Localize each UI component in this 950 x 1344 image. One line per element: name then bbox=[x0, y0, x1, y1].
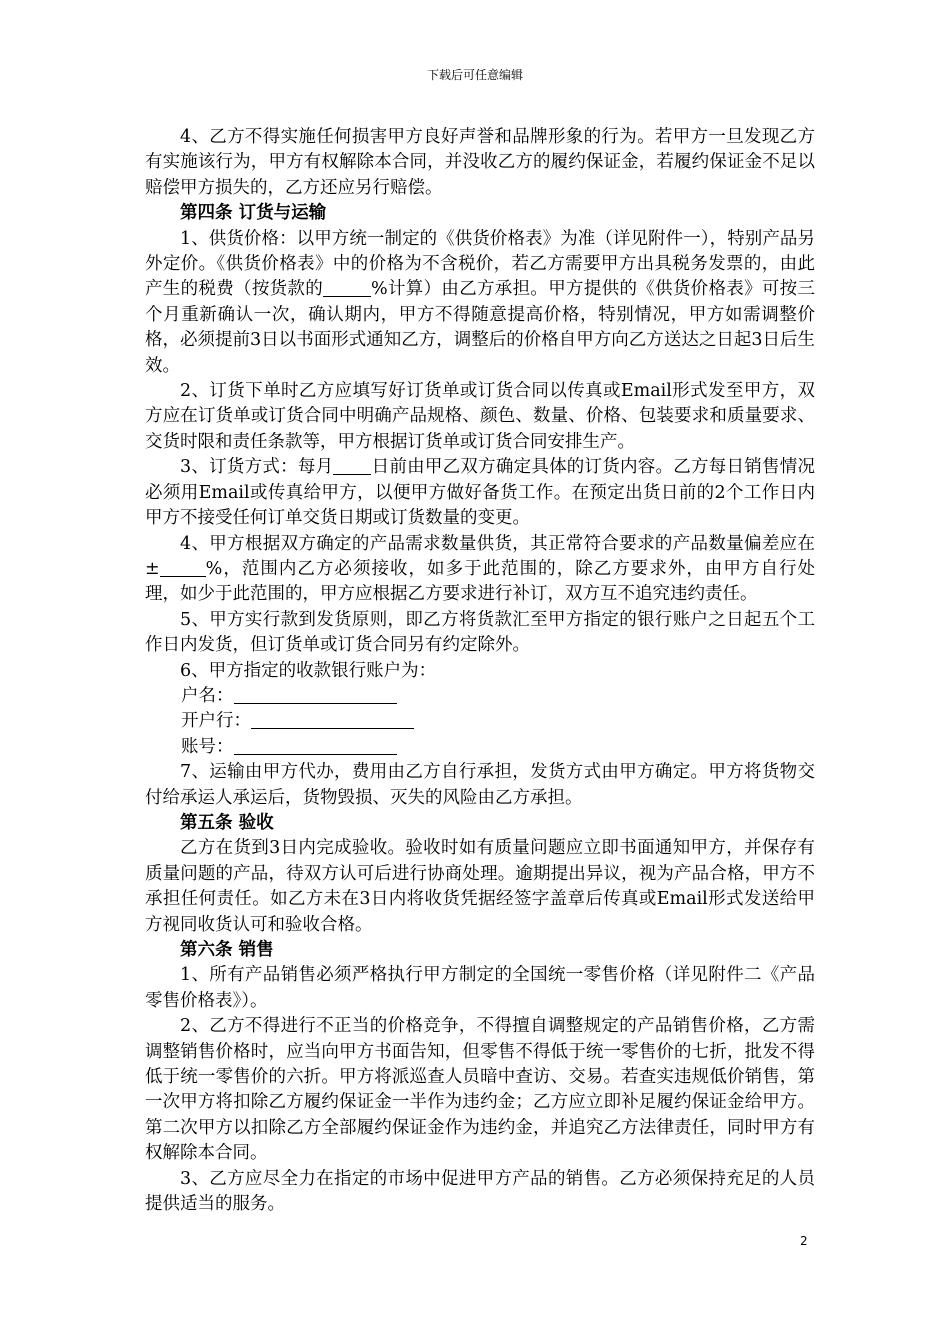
order-day-blank bbox=[333, 456, 371, 475]
bank-name-label: 开户行： bbox=[181, 711, 251, 732]
article-6-heading: 第六条 销售 bbox=[180, 940, 274, 960]
clause-4-item-5: 5、甲方实行款到发货原则，即乙方将货款汇至甲方指定的银行账户之日起五个工作日内发货，但订货单或订货合同另有约定除外。 bbox=[145, 609, 815, 656]
clause-6-item-3: 3、乙方应尽全力在指定的市场中促进甲方产品的销售。乙方必须保持充足的人员提供适当的服务。 bbox=[145, 1168, 815, 1215]
clause-4-item-3-text-a: 3、订货方式：每月 bbox=[180, 457, 334, 478]
article-4-heading: 第四条 订货与运输 bbox=[180, 203, 327, 224]
clause-4-item-1-text-a: 1、供货价格：以甲方统一制定的《供货价格表》为准（详见附件一），特别产品另外定价。《供货价格表》中的价格为不含税价，若乙方需要甲方出具税务发票的，由此产生的税费（按货款的 bbox=[145, 228, 815, 300]
tolerance-blank bbox=[160, 558, 206, 577]
clause-4-item-3 bbox=[145, 455, 815, 531]
clause-4-item-4-text-b: %，范围内乙方必须接收，如多于此范围的，除乙方要求外，由甲方自行处理，如少于此范围的，甲方应根据乙方要求进行补订，双方互不追究违约责任。 bbox=[145, 558, 815, 605]
clause-4-item-3-text-b: 日前由甲乙双方确定具体的订货内容。乙方每日销售情况必须用Email或传真给甲方，以便甲方做好备货工作。在预定出货日前的2个工作日内甲方不接受任何订单交货日期或订货数量的变更。 bbox=[145, 457, 816, 529]
page-header: 下载后可任意编辑 bbox=[426, 68, 523, 82]
clause-4-item-1-text-b: %计算）由乙方承担。甲方提供的《供货价格表》可按三个月重新确认一次，确认期内，甲方不得随意提高价格，特别情况，甲方如需调整价格，必须提前3日以书面形式通知乙方，调整后的价格自甲方向乙方送达之日起3日后生效。 bbox=[145, 279, 815, 376]
bank-name-blank bbox=[251, 710, 414, 729]
article-5-heading: 第五条 验收 bbox=[180, 812, 274, 833]
account-name-blank bbox=[234, 685, 397, 704]
bank-name-field bbox=[145, 709, 815, 734]
tax-rate-blank bbox=[323, 278, 371, 297]
account-number-field bbox=[145, 735, 815, 760]
clause-6-item-2: 2、乙方不得进行不正当的价格竞争，不得擅自调整规定的产品销售价格，乙方需调整销售价格时，应当向甲方书面告知，但零售不得低于统一零售价的七折，批发不得低于统一零售价的六折。甲方将派巡查人员暗中查访、交易。若查实违规低价销售，第一次甲方将扣除乙方履约保证金一半作为违约金；乙方应立即补足履约保证金给甲方。第二次甲方以扣除乙方全部履约保证金作为违约金，并追究乙方法律责任，同时甲方有权解除本合同。 bbox=[145, 1016, 815, 1164]
clause-4-item-4-text-a: 4、甲方根据双方确定的产品需求数量供货，其正常符合要求的产品数量偏差应在± bbox=[145, 533, 815, 579]
clause-3-item-4: 4、乙方不得实施任何损害甲方良好声誉和品牌形象的行为。若甲方一旦发现乙方有实施该行为，甲方有权解除本合同，并没收乙方的履约保证金，若履约保证金不足以赔偿甲方损失的，乙方还应另行赔偿。 bbox=[145, 127, 815, 198]
account-name-field bbox=[145, 684, 815, 709]
clause-4-item-1 bbox=[145, 227, 815, 379]
page-number: 2 bbox=[800, 1234, 808, 1248]
account-number-blank bbox=[234, 736, 397, 755]
account-name-label: 户名： bbox=[181, 685, 234, 706]
account-number-label: 账号： bbox=[181, 736, 234, 757]
clause-5-body: 乙方在货到3日内完成验收。验收时如有质量问题应立即书面通知甲方，并保存有质量问题的产品，待双方认可后进行协商处理。逾期提出异议，视为产品合格，甲方不承担任何责任。如乙方未在3日内将收货凭据经签字盖章后传真或Email形式发送给甲方视同收货认可和验收合格。 bbox=[145, 838, 815, 935]
document-body bbox=[145, 125, 815, 1217]
clause-4-item-7: 7、运输由甲方代办，费用由乙方自行承担，发货方式由甲方确定。甲方将货物交付给承运人承运后，货物毁损、灭失的风险由乙方承担。 bbox=[145, 762, 815, 808]
clause-6-item-1: 1、所有产品销售必须严格执行甲方制定的全国统一零售价格（详见附件二《产品零售价格表》）。 bbox=[145, 965, 815, 1011]
clause-4-item-6: 6、甲方指定的收款银行账户为： bbox=[180, 660, 437, 681]
clause-4-item-2: 2、订货下单时乙方应填写好订货单或订货合同以传真或Email形式发至甲方，双方应在订货单或订货合同中明确产品规格、颜色、数量、价格、包装要求和质量要求、交货时限和责任条款等，甲方根据订货单或订货合同安排生产。 bbox=[145, 381, 815, 452]
clause-4-item-4 bbox=[145, 532, 815, 608]
